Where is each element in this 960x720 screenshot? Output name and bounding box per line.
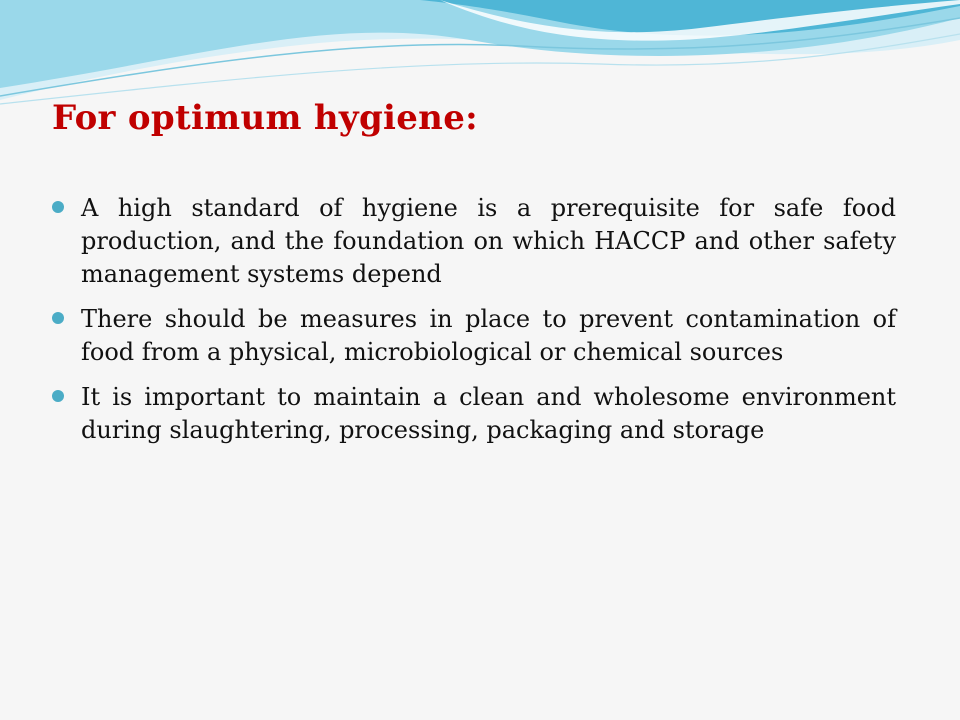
- bullet-item: [52, 192, 896, 291]
- bullet-item: [52, 303, 896, 369]
- bullet-text: It is important to maintain a clean and wholesome environment during slaughtering, processing, packaging and storage: [81, 383, 896, 444]
- slide-title: For optimum hygiene:: [52, 98, 478, 138]
- bullet-item: [52, 381, 896, 447]
- bullet-dot-icon: [52, 201, 64, 213]
- bullet-dot-icon: [52, 390, 64, 402]
- bullet-text: There should be measures in place to prevent contamination of food from a physical, microbiological or chemical sources: [81, 305, 896, 366]
- bullet-dot-icon: [52, 312, 64, 324]
- bullet-list: [52, 192, 896, 459]
- bullet-text: A high standard of hygiene is a prerequisite for safe food production, and the foundation on which HACCP and other safety management systems depend: [81, 194, 896, 288]
